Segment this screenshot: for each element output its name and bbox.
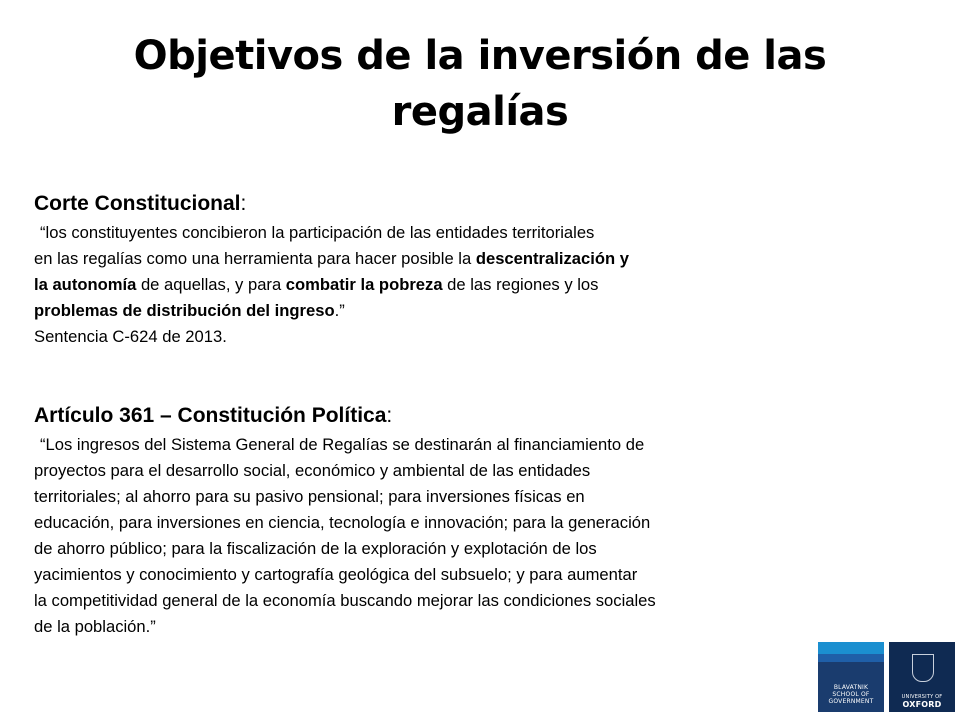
quote-line: territoriales; al ahorro para su pasivo pensional; para inversiones físicas en [34,487,585,506]
quote-emphasis: combatir la pobreza [285,275,443,294]
logo-stripe [818,642,884,654]
quote-line: de la población.” [34,617,156,636]
quote-emphasis: descentralización y [475,249,629,268]
logo-text-line: SCHOOL OF [832,691,870,698]
quote-line: yacimientos y conocimiento y cartografía geológica del subsuelo; y para aumentar [34,565,638,584]
quote-body [34,220,864,350]
slide-title-line-1: Objetivos de la inversión de las [133,33,827,79]
quote-line [34,298,864,324]
logo-text-line: BLAVATNIK [833,684,869,691]
slide-title-line-2: regalías [391,89,569,135]
section-heading [34,190,864,218]
citation-text: Sentencia C-624 de 2013. [34,327,227,346]
section-heading-text: Corte Constitucional [34,192,241,215]
quote-body [34,432,864,640]
quote-emphasis: problemas de distribución del ingreso [34,301,335,320]
logo-text-line: OXFORD [902,700,942,709]
blavatnik-logo-text [822,684,880,705]
section-heading-text: Artículo 361 – Constitución Política [34,404,387,427]
logo-text-line: UNIVERSITY OF [901,694,943,700]
quote-text: en las regalías como una herramienta para hacer posible la [34,249,476,268]
quote-line: educación, para inversiones en ciencia, tecnología e innovación; para la generación [34,513,651,532]
quote-line: de ahorro público; para la fiscalización de la exploración y explotación de los [34,539,597,558]
section-heading [34,402,864,430]
quote-line: proyectos para el desarrollo social, económico y ambiental de las entidades [34,461,591,480]
oxford-logo-text [893,694,951,708]
articulo-361-section [34,402,864,640]
slide-title [40,28,920,140]
oxford-university-logo [889,642,955,712]
blavatnik-school-logo [818,642,884,712]
quote-text: de las regiones y los [442,275,599,294]
oxford-crest-icon [912,654,934,682]
quote-line: la competitividad general de la economía buscando mejorar las condiciones sociales [34,591,656,610]
quote-line: “Los ingresos del Sistema General de Regalías se destinarán al financiamiento de [40,435,645,454]
logo-text-line: GOVERNMENT [828,698,874,705]
quote-emphasis: la autonomía [34,275,137,294]
quote-line [34,220,864,246]
corte-constitucional-section [34,190,864,350]
quote-text: de aquellas, y para [136,275,286,294]
quote-text: .” [334,301,345,320]
quote-line [34,272,864,298]
quote-line [34,246,864,272]
citation-line [34,324,864,350]
heading-colon: : [386,404,393,427]
heading-colon: : [240,192,247,215]
logo-stripe [818,654,884,662]
quote-text: “los constituyentes concibieron la participación de las entidades territoriales [40,223,595,242]
